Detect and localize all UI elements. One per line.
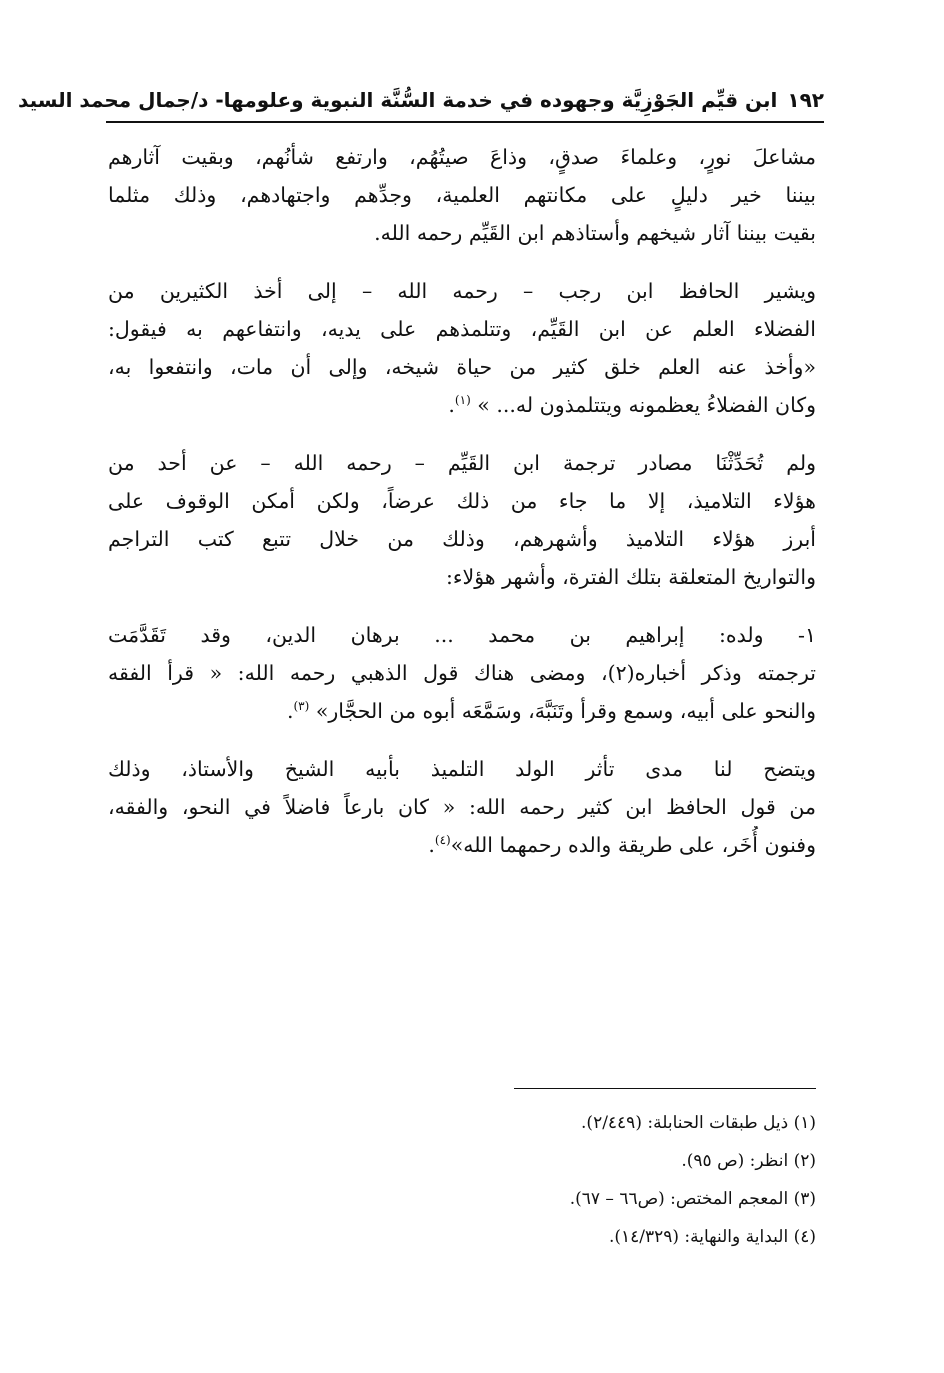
text-line: الفضلاء العلم عن ابن القَيِّم، وتتلمذهم على يديه، وانتفاعهم به فيقول: bbox=[108, 317, 816, 341]
text-line: مشاعلَ نورٍ، وعلماءَ صدقٍ، وذاعَ صيتُهُم، وارتفع شأنُهم، وبقيت آثارهم bbox=[108, 145, 816, 169]
footnote-1: (١) ذيل طبقات الحنابلة: (٢/٤٤٩). bbox=[581, 1113, 816, 1133]
footnotes bbox=[300, 1104, 816, 1256]
text-line: ويشير الحافظ ابن رجب – رحمه الله – إلى أخذ الكثيرين من bbox=[108, 279, 816, 303]
main-text bbox=[108, 138, 816, 884]
line-text: وكان الفضلاءُ يعظمونه ويتتلمذون له... » bbox=[477, 393, 816, 417]
line-end: . bbox=[428, 833, 435, 857]
paragraph-2 bbox=[108, 272, 816, 424]
paragraph-1 bbox=[108, 138, 816, 252]
text-line: بيننا خير دليلٍ على مكانتهم العلمية، وجدِّهم واجتهادهم، وذلك مثلما bbox=[108, 183, 816, 207]
footnote-ref: (٤) bbox=[434, 833, 451, 847]
footnote-4: (٤) البداية والنهاية: (١٤/٣٢٩). bbox=[608, 1227, 816, 1247]
text-line: ولم تُحَدِّثْنَا مصادر ترجمة ابن القَيِّم – رحمه الله – عن أحد من bbox=[108, 451, 816, 475]
text-line: من قول الحافظ ابن كثير رحمه الله: « كان بارعاً فاضلاً في النحو، والفقه، bbox=[108, 795, 816, 819]
page-number: ١٩٢ bbox=[787, 88, 824, 112]
text-line: أبرز هؤلاء التلاميذ وأشهرهم، وذلك من خلال تتبع كتب التراجم bbox=[108, 527, 816, 551]
footnote-ref: (١) bbox=[454, 393, 471, 407]
text-line: «وأخذ عنه العلم خلق كثير من حياة شيخه، وإلى أن مات، وانتفعوا به، bbox=[108, 355, 816, 379]
running-title: ابن قيِّم الجَوْزِيَّة وجهوده في خدمة السُّنَّة النبوية وعلومها- د/جمال محمد السيد bbox=[18, 88, 778, 112]
text-line bbox=[108, 386, 816, 424]
text-line bbox=[108, 692, 816, 730]
text-line: هؤلاء التلاميذ، إلا ما جاء من ذلك عرضاً، ولكن أمكن الوقوف على bbox=[108, 489, 816, 513]
header-divider bbox=[106, 121, 824, 123]
footnote-3: (٣) المعجم المختص: (ص٦٦ – ٦٧). bbox=[569, 1189, 816, 1209]
text-line: ترجمته وذكر أخباره(٢)، ومضى هناك قول الذهبي رحمه الله: « قرأ الفقه bbox=[108, 661, 816, 685]
paragraph-5 bbox=[108, 750, 816, 864]
line-text: وفنون أُخَر، على طريقة والده رحمهما الله» bbox=[450, 833, 816, 857]
paragraph-4 bbox=[108, 616, 816, 730]
text-line bbox=[108, 826, 816, 864]
text-line: ١- ولده: إبراهيم بن محمد ... برهان الدين، وقد تَقَدَّمَت bbox=[108, 623, 816, 647]
footnote-divider bbox=[514, 1088, 816, 1089]
text-line: ويتضح لنا مدى تأثر الولد التلميذ بأبيه الشيخ والأستاذ، وذلك bbox=[108, 757, 816, 781]
line-text: والنحو على أبيه، وسمع وقرأ وتَنَبَّهَ، وسَمَّعَه أبوه من الحجَّار» bbox=[315, 699, 816, 723]
line-end: . bbox=[286, 699, 294, 723]
paragraph-3 bbox=[108, 444, 816, 596]
footnote-2: (٢) انظر: (ص ٩٥). bbox=[681, 1151, 816, 1171]
footnote-ref: (٣) bbox=[293, 699, 310, 713]
text-line: بقيت بيننا آثار شيخهم وأستاذهم ابن القَيِّم رحمه الله. bbox=[374, 221, 816, 245]
running-header bbox=[18, 82, 824, 118]
line-end: . bbox=[448, 393, 455, 417]
text-line: والتواريخ المتعلقة بتلك الفترة، وأشهر هؤلاء: bbox=[445, 565, 816, 589]
